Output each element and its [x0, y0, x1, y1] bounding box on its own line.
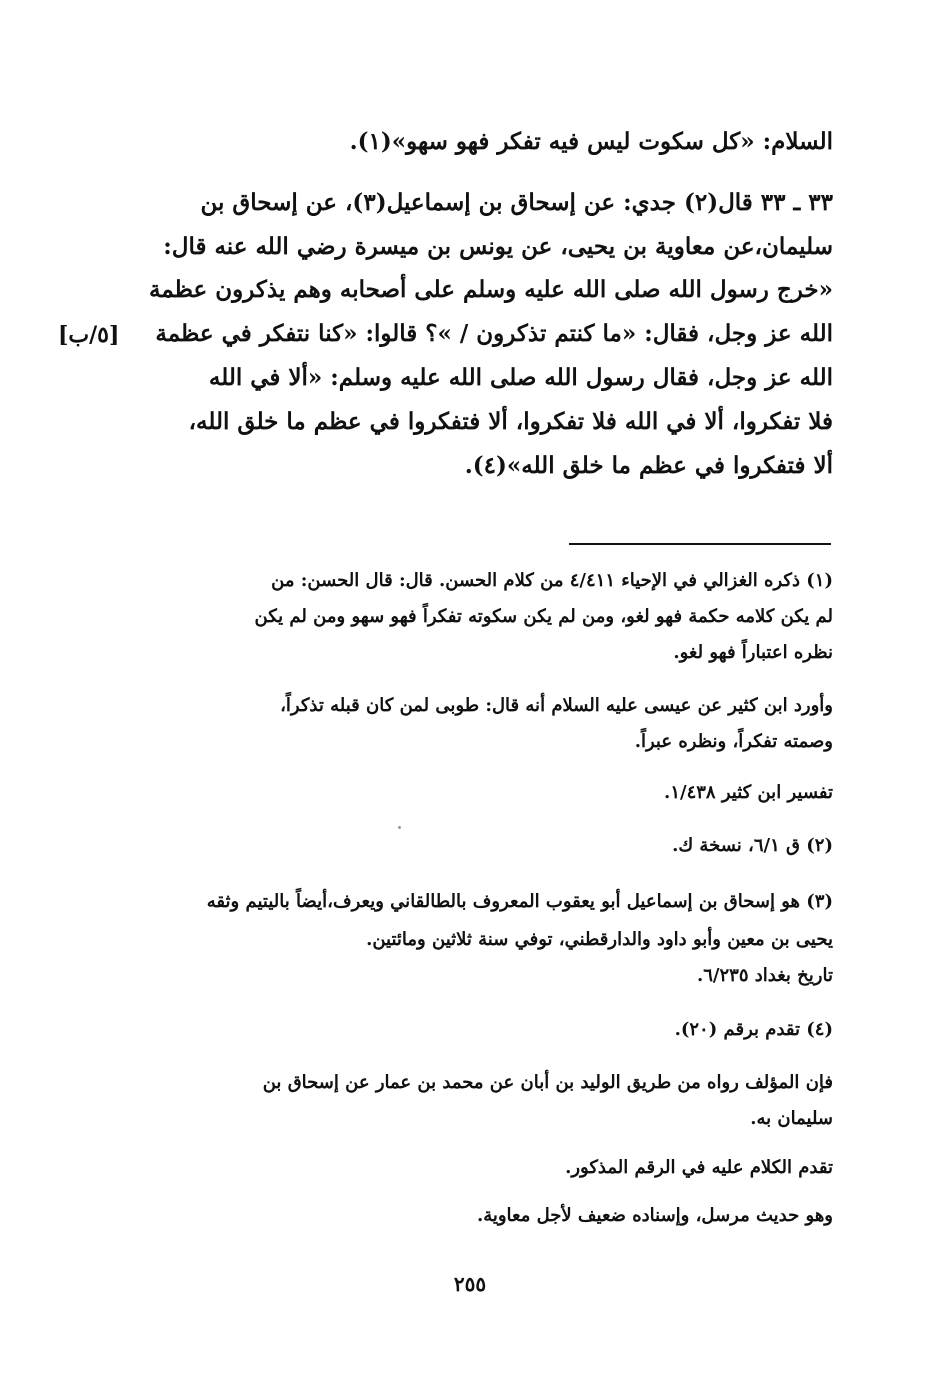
footnote-1-line-5: وصمته تفكراً، ونظره عبراً.	[634, 731, 833, 752]
folio-marker: [٥/ب]	[58, 322, 120, 348]
main-text-line-6: الله عز وجل، فقال رسول الله صلى الله عليه وسلم: «ألا في الله	[208, 364, 833, 391]
footnote-3-line-1: (٣) هو إسحاق بن إسماعيل أبو يعقوب المعروف بالطالقاني ويعرف،أيضاً باليتيم وثقه	[206, 891, 833, 912]
main-text-line-2: ٣٣ ـ ٣٣ قال(٢) جدي: عن إسحاق بن إسماعيل(٣)، عن إسحاق بن	[200, 189, 833, 216]
main-text-line-1: السلام: «كل سكوت ليس فيه تفكر فهو سهو»(١).	[349, 128, 833, 155]
footnote-1-line-6: تفسير ابن كثير ١/٤٣٨.	[664, 782, 833, 803]
main-text-line-3: سليمان،عن معاوية بن يحيى، عن يونس بن ميسرة رضي الله عنه قال:	[163, 233, 833, 260]
footnote-2-line-1: (٢) ق ٦/١، نسخة ك.	[672, 835, 833, 856]
footnote-4-line-3: سليمان به.	[750, 1108, 833, 1129]
main-text-line-5: الله عز وجل، فقال: «ما كنتم تذكرون / »؟ قالوا: «كنا نتفكر في عظمة	[155, 320, 833, 347]
main-text-line-8: ألا فتفكروا في عظم ما خلق الله»(٤).	[464, 452, 833, 479]
page-number: ٢٥٥	[453, 1272, 487, 1296]
footnote-4-line-4: تقدم الكلام عليه في الرقم المذكور.	[565, 1157, 833, 1178]
footnote-3-line-3: تاريخ بغداد ٦/٢٣٥.	[696, 965, 833, 986]
footnote-4-line-2: فإن المؤلف رواه من طريق الوليد بن أبان عن محمد بن عمار عن إسحاق بن	[262, 1072, 833, 1093]
main-text-line-7: فلا تفكروا، ألا في الله فلا تفكروا، ألا فتفكروا في عظم ما خلق الله،	[188, 408, 833, 435]
main-text-line-4: «خرج رسول الله صلى الله عليه وسلم على أصحابه وهم يذكرون عظمة	[149, 276, 833, 303]
footnote-1-line-4: وأورد ابن كثير عن عيسى عليه السلام أنه قال: طوبى لمن كان قبله تذكراً،	[280, 695, 833, 716]
footnote-1-line-2: لم يكن كلامه حكمة فهو لغو، ومن لم يكن سكوته تفكراً فهو سهو ومن لم يكن	[254, 606, 833, 627]
footnote-4-line-1: (٤) تقدم برقم (٢٠).	[674, 1019, 833, 1040]
footnote-separator	[569, 543, 831, 545]
footnote-1-line-1: (١) ذكره الغزالي في الإحياء ٤/٤١١ من كلام الحسن. قال: قال الحسن: من	[271, 570, 833, 591]
footnote-4-line-5: وهو حديث مرسل، وإسناده ضعيف لأجل معاوية.	[476, 1205, 833, 1226]
footnote-3-line-2: يحيى بن معين وأبو داود والدارقطني، توفي سنة ثلاثين ومائتين.	[366, 929, 833, 950]
scan-speck	[398, 826, 401, 829]
footnote-1-line-3: نظره اعتباراً فهو لغو.	[673, 642, 833, 663]
